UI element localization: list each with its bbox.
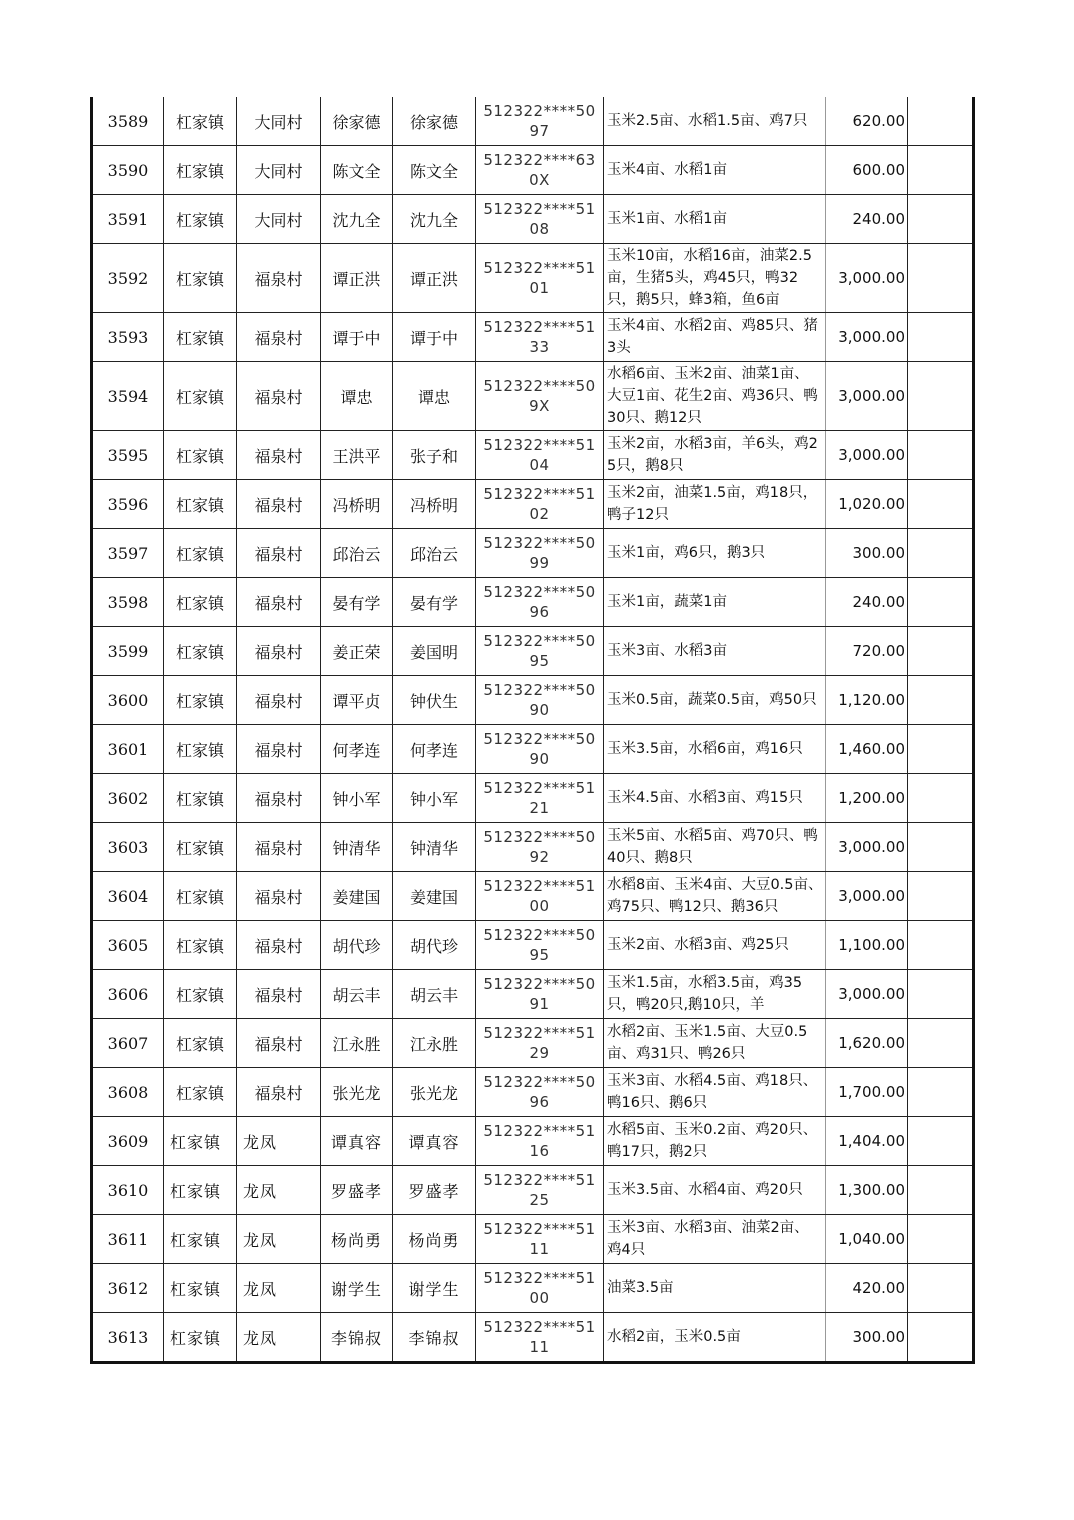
- id-number-cell: 512322****5121: [476, 774, 604, 823]
- description-text: 玉米2亩、水稻3亩、鸡25只: [607, 937, 789, 953]
- payee-cell: 李锦叔: [393, 1313, 476, 1363]
- description-cell: [604, 313, 826, 362]
- row-number: 3602: [92, 774, 164, 823]
- table-row: [92, 1019, 974, 1068]
- description-text: 玉米0.5亩，蔬菜0.5亩，鸡50只: [607, 692, 817, 708]
- id-number-cell: 512322****5096: [476, 1068, 604, 1117]
- table-row: [92, 725, 974, 774]
- description-text: 玉米3亩、水稻3亩、油菜2亩、鸡4只: [607, 1220, 809, 1258]
- payee-cell: 姜国明: [393, 627, 476, 676]
- description-text: 玉米3亩、水稻4.5亩、鸡18只、鸭16只、鹅6只: [607, 1073, 818, 1111]
- description-text: 水稻5亩、玉米0.2亩、鸡20只、鸭17只，鹅2只: [607, 1122, 818, 1160]
- town-cell: 杠家镇: [164, 1215, 237, 1264]
- town-cell: 杠家镇: [164, 97, 237, 146]
- village-cell: 福泉村: [237, 627, 321, 676]
- name-cell: 谭真容: [321, 1117, 393, 1166]
- town-cell: 杠家镇: [164, 1166, 237, 1215]
- table-row: [92, 244, 974, 313]
- village-cell: 龙凤: [237, 1166, 321, 1215]
- name-cell: 徐家德: [321, 97, 393, 146]
- town-cell: 杠家镇: [164, 529, 237, 578]
- description-text: 水稻2亩、玉米1.5亩、大豆0.5亩、鸡31只、鸭26只: [607, 1024, 808, 1062]
- name-cell: 陈文全: [321, 146, 393, 195]
- town-cell: 杠家镇: [164, 823, 237, 872]
- payee-cell: 邱治云: [393, 529, 476, 578]
- payee-cell: 罗盛孝: [393, 1166, 476, 1215]
- town-cell: 杠家镇: [164, 313, 237, 362]
- description-cell: [604, 774, 826, 823]
- village-cell: 大同村: [237, 195, 321, 244]
- remarks-cell: [908, 725, 974, 774]
- description-cell: [604, 431, 826, 480]
- id-number-cell: 512322****5100: [476, 1264, 604, 1313]
- village-cell: 龙凤: [237, 1313, 321, 1363]
- name-cell: 杨尚勇: [321, 1215, 393, 1264]
- payee-cell: 谢学生: [393, 1264, 476, 1313]
- amount-cell: 620.00: [826, 97, 908, 146]
- row-number: 3596: [92, 480, 164, 529]
- remarks-cell: [908, 244, 974, 313]
- town-cell: 杠家镇: [164, 676, 237, 725]
- amount-cell: 3,000.00: [826, 313, 908, 362]
- amount-cell: 420.00: [826, 1264, 908, 1313]
- village-cell: 福泉村: [237, 676, 321, 725]
- row-number: 3590: [92, 146, 164, 195]
- row-number: 3604: [92, 872, 164, 921]
- amount-cell: 300.00: [826, 529, 908, 578]
- amount-cell: 720.00: [826, 627, 908, 676]
- description-text: 玉米1亩、水稻1亩: [607, 211, 727, 227]
- village-cell: 福泉村: [237, 529, 321, 578]
- description-text: 玉米5亩、水稻5亩、鸡70只、鸭40只、鹅8只: [607, 828, 818, 866]
- table-row: [92, 1117, 974, 1166]
- town-cell: 杠家镇: [164, 195, 237, 244]
- description-cell: [604, 970, 826, 1019]
- table-row: [92, 872, 974, 921]
- table-row: [92, 313, 974, 362]
- row-number: 3605: [92, 921, 164, 970]
- row-number: 3593: [92, 313, 164, 362]
- name-cell: 姜建国: [321, 872, 393, 921]
- village-cell: 龙凤: [237, 1264, 321, 1313]
- row-number: 3599: [92, 627, 164, 676]
- payee-cell: 何孝连: [393, 725, 476, 774]
- description-text: 玉米4.5亩、水稻3亩、鸡15只: [607, 790, 803, 806]
- row-number: 3607: [92, 1019, 164, 1068]
- amount-cell: 3,000.00: [826, 970, 908, 1019]
- table-row: [92, 970, 974, 1019]
- village-cell: 大同村: [237, 146, 321, 195]
- row-number: 3595: [92, 431, 164, 480]
- name-cell: 谭正洪: [321, 244, 393, 313]
- id-number-cell: 512322****5104: [476, 431, 604, 480]
- remarks-cell: [908, 1264, 974, 1313]
- id-number-cell: 512322****5108: [476, 195, 604, 244]
- remarks-cell: [908, 146, 974, 195]
- id-number-cell: 512322****5090: [476, 676, 604, 725]
- id-number-cell: 512322****5125: [476, 1166, 604, 1215]
- payee-cell: 沈九全: [393, 195, 476, 244]
- description-cell: [604, 1019, 826, 1068]
- name-cell: 江永胜: [321, 1019, 393, 1068]
- description-text: 玉米3.5亩，水稻6亩，鸡16只: [607, 741, 803, 757]
- town-cell: 杠家镇: [164, 970, 237, 1019]
- amount-cell: 1,200.00: [826, 774, 908, 823]
- description-cell: [604, 97, 826, 146]
- amount-cell: 3,000.00: [826, 872, 908, 921]
- description-cell: [604, 1117, 826, 1166]
- table-row: [92, 921, 974, 970]
- description-text: 水稻6亩、玉米2亩、油菜1亩、大豆1亩、花生2亩、鸡36只、鸭30只、鹅12只: [607, 366, 818, 426]
- description-text: 玉米4亩、水稻1亩: [607, 162, 727, 178]
- id-number-cell: 512322****5111: [476, 1215, 604, 1264]
- remarks-cell: [908, 676, 974, 725]
- town-cell: 杠家镇: [164, 774, 237, 823]
- amount-cell: 3,000.00: [826, 362, 908, 431]
- payee-cell: 徐家德: [393, 97, 476, 146]
- remarks-cell: [908, 1166, 974, 1215]
- amount-cell: 300.00: [826, 1313, 908, 1363]
- row-number: 3597: [92, 529, 164, 578]
- id-number-cell: 512322****5102: [476, 480, 604, 529]
- remarks-cell: [908, 1068, 974, 1117]
- table-row: [92, 529, 974, 578]
- name-cell: 晏有学: [321, 578, 393, 627]
- village-cell: 大同村: [237, 97, 321, 146]
- village-cell: 福泉村: [237, 431, 321, 480]
- town-cell: 杠家镇: [164, 921, 237, 970]
- amount-cell: 3,000.00: [826, 244, 908, 313]
- id-number-cell: 512322****5111: [476, 1313, 604, 1363]
- table-row: [92, 1068, 974, 1117]
- payee-cell: 钟清华: [393, 823, 476, 872]
- id-number-cell: 512322****5097: [476, 97, 604, 146]
- description-cell: [604, 362, 826, 431]
- town-cell: 杠家镇: [164, 627, 237, 676]
- amount-cell: 600.00: [826, 146, 908, 195]
- payee-cell: 张光龙: [393, 1068, 476, 1117]
- remarks-cell: [908, 97, 974, 146]
- payee-cell: 江永胜: [393, 1019, 476, 1068]
- payee-cell: 张子和: [393, 431, 476, 480]
- description-cell: [604, 578, 826, 627]
- amount-cell: 3,000.00: [826, 823, 908, 872]
- village-cell: 福泉村: [237, 872, 321, 921]
- row-number: 3609: [92, 1117, 164, 1166]
- payee-cell: 陈文全: [393, 146, 476, 195]
- payee-cell: 冯桥明: [393, 480, 476, 529]
- village-cell: 福泉村: [237, 774, 321, 823]
- remarks-cell: [908, 823, 974, 872]
- name-cell: 李锦叔: [321, 1313, 393, 1363]
- town-cell: 杠家镇: [164, 725, 237, 774]
- town-cell: 杠家镇: [164, 578, 237, 627]
- name-cell: 谭平贞: [321, 676, 393, 725]
- name-cell: 钟小军: [321, 774, 393, 823]
- description-cell: [604, 676, 826, 725]
- id-number-cell: 512322****630X: [476, 146, 604, 195]
- amount-cell: 1,700.00: [826, 1068, 908, 1117]
- village-cell: 福泉村: [237, 362, 321, 431]
- row-number: 3591: [92, 195, 164, 244]
- amount-cell: 1,120.00: [826, 676, 908, 725]
- town-cell: 杠家镇: [164, 244, 237, 313]
- name-cell: 钟清华: [321, 823, 393, 872]
- table-row: [92, 195, 974, 244]
- description-cell: [604, 1313, 826, 1363]
- name-cell: 谢学生: [321, 1264, 393, 1313]
- table-row: [92, 362, 974, 431]
- village-cell: 福泉村: [237, 1068, 321, 1117]
- row-number: 3600: [92, 676, 164, 725]
- payee-cell: 谭忠: [393, 362, 476, 431]
- remarks-cell: [908, 1117, 974, 1166]
- village-cell: 福泉村: [237, 970, 321, 1019]
- payee-cell: 胡云丰: [393, 970, 476, 1019]
- row-number: 3608: [92, 1068, 164, 1117]
- id-number-cell: 512322****5133: [476, 313, 604, 362]
- description-text: 水稻2亩，玉米0.5亩: [607, 1329, 741, 1345]
- id-number-cell: 512322****5101: [476, 244, 604, 313]
- id-number-cell: 512322****5092: [476, 823, 604, 872]
- description-cell: [604, 1068, 826, 1117]
- id-number-cell: 512322****509X: [476, 362, 604, 431]
- town-cell: 杠家镇: [164, 1117, 237, 1166]
- description-text: 玉米2.5亩、水稻1.5亩、鸡7只: [607, 113, 808, 129]
- remarks-cell: [908, 362, 974, 431]
- name-cell: 胡云丰: [321, 970, 393, 1019]
- town-cell: 杠家镇: [164, 1313, 237, 1363]
- row-number: 3613: [92, 1313, 164, 1363]
- remarks-cell: [908, 195, 974, 244]
- village-cell: 福泉村: [237, 480, 321, 529]
- description-cell: [604, 921, 826, 970]
- row-number: 3601: [92, 725, 164, 774]
- id-number-cell: 512322****5100: [476, 872, 604, 921]
- row-number: 3592: [92, 244, 164, 313]
- remarks-cell: [908, 1215, 974, 1264]
- town-cell: 杠家镇: [164, 362, 237, 431]
- name-cell: 姜正荣: [321, 627, 393, 676]
- name-cell: 谭忠: [321, 362, 393, 431]
- table-row: [92, 774, 974, 823]
- name-cell: 张光龙: [321, 1068, 393, 1117]
- name-cell: 罗盛孝: [321, 1166, 393, 1215]
- remarks-cell: [908, 480, 974, 529]
- description-cell: [604, 1215, 826, 1264]
- description-cell: [604, 1166, 826, 1215]
- payee-cell: 钟小军: [393, 774, 476, 823]
- payee-cell: 钟伏生: [393, 676, 476, 725]
- remarks-cell: [908, 921, 974, 970]
- remarks-cell: [908, 627, 974, 676]
- amount-cell: 1,404.00: [826, 1117, 908, 1166]
- payee-cell: 姜建国: [393, 872, 476, 921]
- description-text: 玉米1亩，鸡6只，鹅3只: [607, 545, 766, 561]
- subsidy-table: [90, 97, 975, 1364]
- row-number: 3612: [92, 1264, 164, 1313]
- description-text: 水稻8亩、玉米4亩、大豆0.5亩、鸡75只、鸭12只、鹅36只: [607, 877, 823, 915]
- id-number-cell: 512322****5116: [476, 1117, 604, 1166]
- name-cell: 邱治云: [321, 529, 393, 578]
- description-text: 油菜3.5亩: [607, 1280, 674, 1296]
- description-text: 玉米2亩，水稻3亩，羊6头，鸡25只，鹅8只: [607, 436, 818, 474]
- payee-cell: 谭于中: [393, 313, 476, 362]
- row-number: 3603: [92, 823, 164, 872]
- name-cell: 冯桥明: [321, 480, 393, 529]
- table-row: [92, 146, 974, 195]
- town-cell: 杠家镇: [164, 1264, 237, 1313]
- town-cell: 杠家镇: [164, 1068, 237, 1117]
- id-number-cell: 512322****5099: [476, 529, 604, 578]
- description-text: 玉米10亩，水稻16亩，油菜2.5亩，生猪5头，鸡45只，鸭32只，鹅5只，蜂3箱，鱼6亩: [607, 248, 812, 308]
- name-cell: 胡代珍: [321, 921, 393, 970]
- table-row: [92, 97, 974, 146]
- town-cell: 杠家镇: [164, 1019, 237, 1068]
- remarks-cell: [908, 431, 974, 480]
- table-row: [92, 578, 974, 627]
- payee-cell: 晏有学: [393, 578, 476, 627]
- payee-cell: 谭正洪: [393, 244, 476, 313]
- id-number-cell: 512322****5096: [476, 578, 604, 627]
- remarks-cell: [908, 313, 974, 362]
- table-row: [92, 1215, 974, 1264]
- id-number-cell: 512322****5095: [476, 921, 604, 970]
- amount-cell: 1,040.00: [826, 1215, 908, 1264]
- village-cell: 福泉村: [237, 725, 321, 774]
- description-cell: [604, 480, 826, 529]
- description-cell: [604, 146, 826, 195]
- amount-cell: 240.00: [826, 578, 908, 627]
- remarks-cell: [908, 1313, 974, 1363]
- amount-cell: 1,100.00: [826, 921, 908, 970]
- town-cell: 杠家镇: [164, 146, 237, 195]
- payee-cell: 谭真容: [393, 1117, 476, 1166]
- row-number: 3594: [92, 362, 164, 431]
- name-cell: 何孝连: [321, 725, 393, 774]
- description-text: 玉米3亩、水稻3亩: [607, 643, 727, 659]
- amount-cell: 1,300.00: [826, 1166, 908, 1215]
- description-cell: [604, 725, 826, 774]
- table-row: [92, 676, 974, 725]
- description-cell: [604, 627, 826, 676]
- name-cell: 王洪平: [321, 431, 393, 480]
- table-row: [92, 823, 974, 872]
- village-cell: 福泉村: [237, 313, 321, 362]
- description-cell: [604, 195, 826, 244]
- payee-cell: 胡代珍: [393, 921, 476, 970]
- village-cell: 福泉村: [237, 823, 321, 872]
- table-row: [92, 1313, 974, 1363]
- table-body: [92, 97, 974, 1363]
- village-cell: 福泉村: [237, 244, 321, 313]
- row-number: 3598: [92, 578, 164, 627]
- table-row: [92, 627, 974, 676]
- village-cell: 龙凤: [237, 1215, 321, 1264]
- row-number: 3589: [92, 97, 164, 146]
- id-number-cell: 512322****5095: [476, 627, 604, 676]
- id-number-cell: 512322****5091: [476, 970, 604, 1019]
- remarks-cell: [908, 578, 974, 627]
- table-row: [92, 431, 974, 480]
- id-number-cell: 512322****5090: [476, 725, 604, 774]
- town-cell: 杠家镇: [164, 872, 237, 921]
- row-number: 3606: [92, 970, 164, 1019]
- description-text: 玉米1亩，蔬菜1亩: [607, 594, 727, 610]
- amount-cell: 1,020.00: [826, 480, 908, 529]
- description-cell: [604, 529, 826, 578]
- village-cell: 福泉村: [237, 921, 321, 970]
- village-cell: 龙凤: [237, 1117, 321, 1166]
- town-cell: 杠家镇: [164, 431, 237, 480]
- description-text: 玉米2亩，油菜1.5亩，鸡18只，鸭子12只: [607, 485, 818, 523]
- table-row: [92, 1264, 974, 1313]
- name-cell: 谭于中: [321, 313, 393, 362]
- amount-cell: 1,620.00: [826, 1019, 908, 1068]
- description-text: 玉米3.5亩、水稻4亩、鸡20只: [607, 1182, 803, 1198]
- remarks-cell: [908, 872, 974, 921]
- description-cell: [604, 1264, 826, 1313]
- amount-cell: 3,000.00: [826, 431, 908, 480]
- amount-cell: 1,460.00: [826, 725, 908, 774]
- remarks-cell: [908, 1019, 974, 1068]
- description-text: 玉米1.5亩，水稻3.5亩，鸡35只，鸭20只,鹅10只，羊: [607, 975, 803, 1013]
- id-number-cell: 512322****5129: [476, 1019, 604, 1068]
- town-cell: 杠家镇: [164, 480, 237, 529]
- description-cell: [604, 244, 826, 313]
- description-cell: [604, 823, 826, 872]
- payee-cell: 杨尚勇: [393, 1215, 476, 1264]
- description-cell: [604, 872, 826, 921]
- remarks-cell: [908, 970, 974, 1019]
- village-cell: 福泉村: [237, 1019, 321, 1068]
- table-row: [92, 1166, 974, 1215]
- table-row: [92, 480, 974, 529]
- village-cell: 福泉村: [237, 578, 321, 627]
- row-number: 3611: [92, 1215, 164, 1264]
- description-text: 玉米4亩、水稻2亩、鸡85只、猪3头: [607, 318, 818, 356]
- row-number: 3610: [92, 1166, 164, 1215]
- remarks-cell: [908, 774, 974, 823]
- name-cell: 沈九全: [321, 195, 393, 244]
- amount-cell: 240.00: [826, 195, 908, 244]
- remarks-cell: [908, 529, 974, 578]
